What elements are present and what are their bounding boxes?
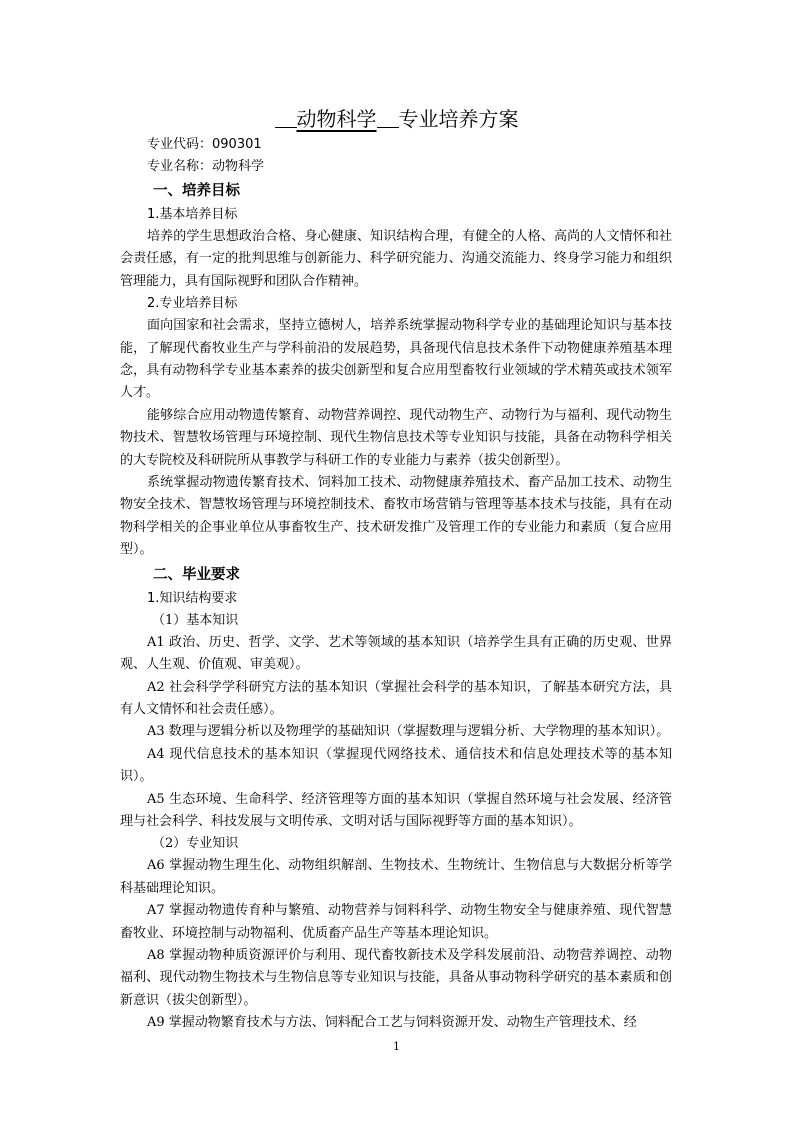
paragraph-basic-goals: 培养的学生思想政治合格、身心健康、知识结构合理，有健全的人格、高尚的人文情怀和社会责任感，有一定的批判思维与创新能力、科学研究能力、沟通交流能力、终身学习能力和组织管理能力，具有国际视野和团队合作精神。 [120, 229, 672, 289]
requirement-a5: A5 生态环境、生命科学、经济管理等方面的基本知识（掌握自然环境与社会发展、经济管理与社会科学、科技发展与文明传承、文明对话与国际视野等方面的基本知识）。 [120, 791, 672, 829]
requirement-a2: A2 社会科学学科研究方法的基本知识（掌握社会科学的基本知识，了解基本研究方法，具有人文情怀和社会责任感）。 [120, 679, 672, 717]
requirement-a7: A7 掌握动物遗传育种与繁殖、动物营养与饲料科学、动物生物安全与健康养殖、现代智慧畜牧业、环境控制与动物福利、优质畜产品生产等基本理论知识。 [120, 903, 672, 941]
requirement-a9: A9 掌握动物繁育技术与方法、饲料配合工艺与饲料资源开发、动物生产管理技术、经 [147, 1015, 637, 1031]
document-body [120, 134, 672, 1035]
paragraph-major-goals: 面向国家和社会需求，坚持立德树人，培养系统掌握动物科学专业的基础理论知识与基本技能，了解现代畜牧业生产与学科前沿的发展趋势，具备现代信息技术条件下动物健康养殖基本理念，具有动物科学专业基本素养的拔尖创新型和复合应用型畜牧行业领域的学术精英或技术领军人才。 [120, 318, 672, 401]
title-underline-lead [275, 107, 297, 128]
requirement-a4: A4 现代信息技术的基本知识（掌握现代网络技术、通信技术和信息处理技术等的基本知识）。 [120, 746, 672, 785]
subheading-knowledge-structure: 1.知识结构要求 [147, 590, 238, 606]
subheading-basic-knowledge: （1）基本知识 [152, 612, 239, 628]
subheading-major-goals: 2.专业培养目标 [147, 296, 238, 312]
major-name: 专业名称：动物科学 [147, 159, 265, 174]
requirement-a6: A6 掌握动物生理生化、动物组织解剖、生物技术、生物统计、生物信息与大数据分析等学科基础理论知识。 [120, 858, 672, 896]
requirement-a8: A8 掌握动物种质资源评价与利用、现代畜牧新技术及学科发展前沿、动物营养调控、动物福利、现代动物生物技术与生物信息等专业知识与技能，具备从事动物科学研究的基本素质和创新意识（拔尖创新型）。 [120, 947, 672, 1008]
title-underline-trail [377, 107, 399, 128]
paragraph-applied-track: 系统掌握动物遗传繁育技术、饲料加工技术、动物健康养殖技术、畜产品加工技术、动物生物安全技术、智慧牧场管理与环境控制技术、畜牧市场营销与管理等基本技术与技能，具有在动物科学相关的企事业单位从事畜牧生产、技术研发推广及管理工作的专业能力和素质（复合应用型）。 [120, 475, 672, 558]
paragraph-innovative-track: 能够综合应用动物遗传繁育、动物营养调控、现代动物生产、动物行为与福利、现代动物生物技术、智慧牧场管理与环境控制、现代生物信息技术等专业知识与技能，具备在动物科学相关的大专院校及科研院所从事教学与科研工作的专业能力与素养（拔尖创新型）。 [120, 407, 672, 468]
title-suffix: 专业培养方案 [398, 107, 519, 131]
major-code: 专业代码：090301 [147, 137, 262, 152]
section-heading-goals: 一、培养目标 [153, 183, 240, 199]
subheading-professional-knowledge: （2）专业知识 [152, 836, 239, 852]
section-heading-requirements: 二、毕业要求 [153, 566, 240, 583]
page-number: 1 [393, 1040, 400, 1053]
title-major-name: 动物科学 [296, 107, 377, 131]
document-title [0, 104, 793, 134]
subheading-basic-goals: 1.基本培养目标 [147, 207, 238, 222]
requirement-a3: A3 数理与逻辑分析以及物理学的基础知识（掌握数理与逻辑分析、大学物理的基本知识）。 [147, 724, 670, 740]
requirement-a1: A1 政治、历史、哲学、文学、艺术等领域的基本知识（培养学生具有正确的历史观、世界观、人生观、价值观、审美观）。 [120, 634, 672, 673]
